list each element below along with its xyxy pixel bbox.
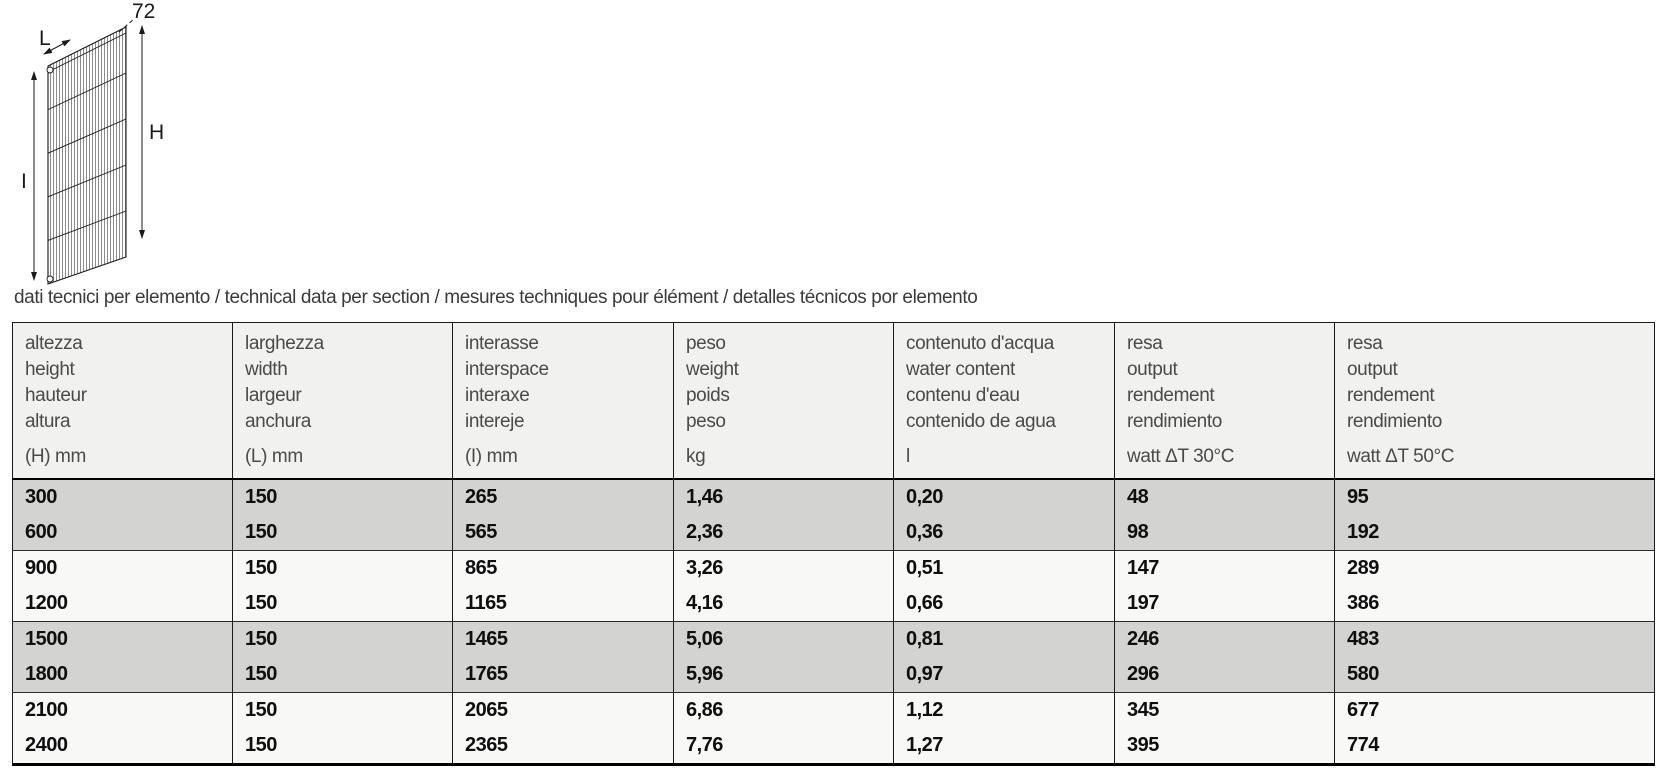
column-header-7 — [1335, 323, 1655, 480]
header-unit: l — [906, 446, 910, 467]
table-body — [13, 479, 1655, 765]
header-label: contenuto d'acqua — [906, 333, 1054, 354]
radiator-body — [47, 27, 126, 284]
table-cell: 900 — [13, 551, 233, 587]
table-cell: 296 — [1115, 657, 1335, 693]
header-label: contenu d'eau — [906, 385, 1020, 406]
table-cell: 4,16 — [674, 586, 894, 622]
table-row-h2400 — [13, 728, 1655, 765]
table-cell: 147 — [1115, 551, 1335, 587]
table-cell: 246 — [1115, 622, 1335, 658]
header-label: peso — [686, 333, 726, 354]
table-cell: 150 — [233, 586, 453, 622]
column-header-6 — [1115, 323, 1335, 480]
table-cell: 0,20 — [894, 479, 1115, 515]
table-cell: 300 — [13, 479, 233, 515]
table-cell: 2400 — [13, 728, 233, 765]
table-cell: 150 — [233, 622, 453, 658]
header-label: rendement — [1347, 385, 1435, 406]
header-label: resa — [1347, 333, 1383, 354]
table-cell: 150 — [233, 515, 453, 551]
radiator-drawing — [8, 0, 178, 292]
table-cell: 395 — [1115, 728, 1335, 765]
table-cell: 2100 — [13, 693, 233, 729]
table-cell: 483 — [1335, 622, 1655, 658]
table-cell: 289 — [1335, 551, 1655, 587]
table-cell: 2365 — [453, 728, 674, 765]
table-cell: 2065 — [453, 693, 674, 729]
table-cell: 1165 — [453, 586, 674, 622]
dimension-label-width: L — [39, 27, 51, 50]
table-cell: 1200 — [13, 586, 233, 622]
header-label: altezza — [25, 333, 83, 354]
table-row-h2100 — [13, 693, 1655, 729]
header-unit: (H) mm — [25, 446, 86, 467]
table-header-row — [13, 323, 1655, 480]
table-cell: 565 — [453, 515, 674, 551]
table-row-h1200 — [13, 586, 1655, 622]
table-cell: 865 — [453, 551, 674, 587]
table-cell: 1765 — [453, 657, 674, 693]
table-cell: 98 — [1115, 515, 1335, 551]
table-header — [13, 323, 1655, 480]
header-label: poids — [686, 385, 730, 406]
table-cell: 774 — [1335, 728, 1655, 765]
header-unit: (I) mm — [465, 446, 518, 467]
header-label: output — [1127, 359, 1178, 380]
header-label: interspace — [465, 359, 549, 380]
table-caption: dati tecnici per elemento / technical data per section / mesures techniques pour élément / detalles técnicos por elemento — [14, 287, 978, 308]
header-label: resa — [1127, 333, 1163, 354]
header-label: altura — [25, 411, 71, 432]
header-label: anchura — [245, 411, 311, 432]
header-label: width — [245, 359, 288, 380]
table-cell: 5,06 — [674, 622, 894, 658]
table-cell: 7,76 — [674, 728, 894, 765]
table-cell: 1465 — [453, 622, 674, 658]
table-row-h300 — [13, 479, 1655, 515]
header-label: rendimiento — [1347, 411, 1442, 432]
table-cell: 600 — [13, 515, 233, 551]
column-header-2 — [233, 323, 453, 480]
header-label: intereje — [465, 411, 525, 432]
table-cell: 150 — [233, 693, 453, 729]
column-header-4 — [674, 323, 894, 480]
table-cell: 580 — [1335, 657, 1655, 693]
header-unit: watt ΔT 30°C — [1127, 446, 1235, 467]
header-label: rendement — [1127, 385, 1215, 406]
header-label: weight — [686, 359, 739, 380]
table-cell: 150 — [233, 479, 453, 515]
table-cell: 150 — [233, 728, 453, 765]
table-cell: 2,36 — [674, 515, 894, 551]
table-cell: 265 — [453, 479, 674, 515]
header-label: interasse — [465, 333, 539, 354]
table-row-h1500 — [13, 622, 1655, 658]
radiator-diagram — [8, 0, 178, 297]
table-cell: 197 — [1115, 586, 1335, 622]
table-cell: 95 — [1335, 479, 1655, 515]
table-cell: 0,97 — [894, 657, 1115, 693]
header-label: rendimiento — [1127, 411, 1222, 432]
header-label: peso — [686, 411, 726, 432]
table-cell: 5,96 — [674, 657, 894, 693]
header-label: hauteur — [25, 385, 87, 406]
table-cell: 150 — [233, 551, 453, 587]
column-header-5 — [894, 323, 1115, 480]
header-label: output — [1347, 359, 1398, 380]
header-label: larghezza — [245, 333, 324, 354]
header-unit: (L) mm — [245, 446, 303, 467]
header-label: height — [25, 359, 75, 380]
header-label: contenido de agua — [906, 411, 1056, 432]
table-cell: 0,81 — [894, 622, 1115, 658]
table-cell: 345 — [1115, 693, 1335, 729]
table-cell: 192 — [1335, 515, 1655, 551]
table-cell: 3,26 — [674, 551, 894, 587]
top-bushing — [47, 67, 53, 73]
table-cell: 6,86 — [674, 693, 894, 729]
column-header-3 — [453, 323, 674, 480]
table-cell: 1,27 — [894, 728, 1115, 765]
table-cell: 0,51 — [894, 551, 1115, 587]
table-cell: 1800 — [13, 657, 233, 693]
dimension-label-height: H — [149, 121, 165, 144]
table-cell: 1500 — [13, 622, 233, 658]
header-label: largeur — [245, 385, 302, 406]
header-label: interaxe — [465, 385, 530, 406]
table-row-h1800 — [13, 657, 1655, 693]
header-label: water content — [906, 359, 1015, 380]
table-cell: 150 — [233, 657, 453, 693]
table-row-h900 — [13, 551, 1655, 587]
table-cell: 1,46 — [674, 479, 894, 515]
table-cell: 386 — [1335, 586, 1655, 622]
technical-data-table — [12, 322, 1655, 766]
dimension-label-interaxis: I — [21, 170, 27, 193]
column-header-1 — [13, 323, 233, 480]
header-unit: kg — [686, 446, 706, 467]
dimension-label-depth-72: 72 — [132, 0, 156, 23]
table-cell: 0,36 — [894, 515, 1115, 551]
table-cell: 1,12 — [894, 693, 1115, 729]
table-cell: 0,66 — [894, 586, 1115, 622]
table-cell: 677 — [1335, 693, 1655, 729]
table-cell: 48 — [1115, 479, 1335, 515]
header-unit: watt ΔT 50°C — [1347, 446, 1455, 467]
bottom-bushing — [47, 276, 53, 282]
table-row-h600 — [13, 515, 1655, 551]
